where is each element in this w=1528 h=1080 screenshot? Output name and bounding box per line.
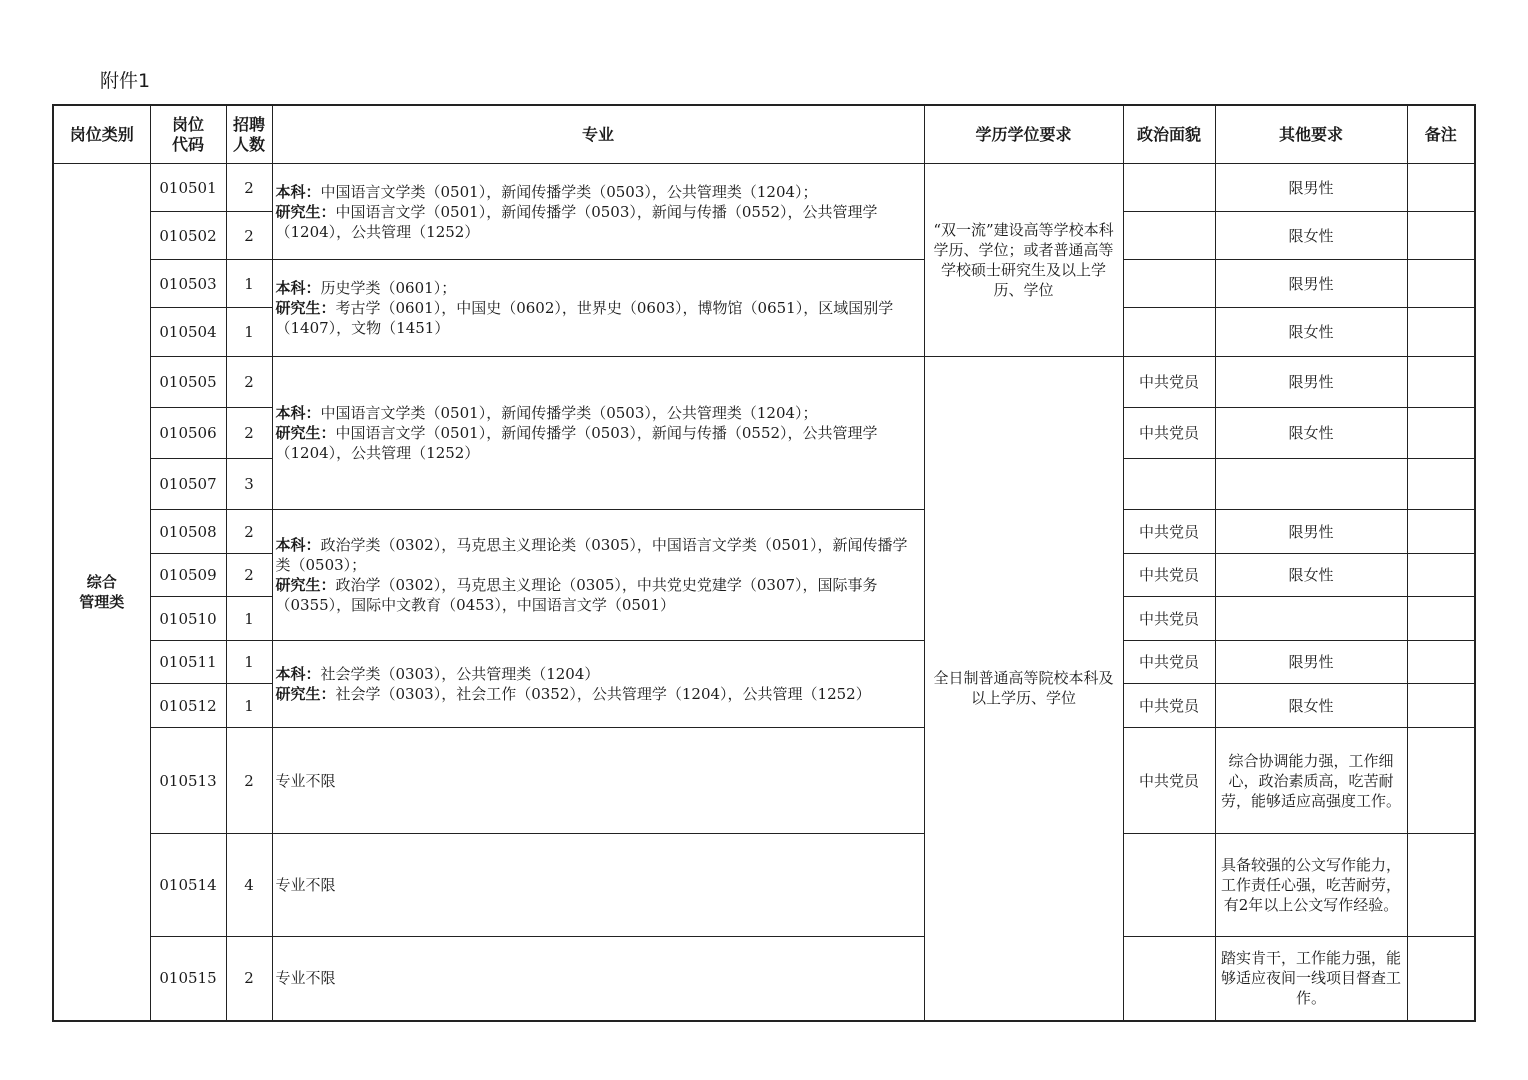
other-requirement-cell: 限女性 bbox=[1215, 684, 1407, 728]
political-cell bbox=[1123, 937, 1215, 1021]
count-cell: 2 bbox=[226, 554, 272, 597]
table-row bbox=[53, 510, 1475, 554]
major-cell: 本科：历史学类（0601）； 研究生：考古学（0601），中国史（0602），世界史（0603），博物馆（0651），区域国别学（1407），文物（1451） bbox=[272, 260, 924, 357]
count-cell: 1 bbox=[226, 684, 272, 728]
count-cell: 2 bbox=[226, 164, 272, 212]
remark-cell bbox=[1407, 728, 1475, 834]
political-cell: 中共党员 bbox=[1123, 357, 1215, 408]
political-cell: 中共党员 bbox=[1123, 728, 1215, 834]
header-political: 政治面貌 bbox=[1123, 105, 1215, 164]
other-requirement-cell: 限男性 bbox=[1215, 357, 1407, 408]
category-cell: 综合 管理类 bbox=[53, 164, 150, 1021]
political-cell bbox=[1123, 308, 1215, 357]
code-cell: 010501 bbox=[150, 164, 226, 212]
code-cell: 010510 bbox=[150, 597, 226, 641]
header-count: 招聘 人数 bbox=[226, 105, 272, 164]
political-cell bbox=[1123, 164, 1215, 212]
code-cell: 010506 bbox=[150, 408, 226, 459]
political-cell bbox=[1123, 834, 1215, 937]
attachment-label: 附件1 bbox=[100, 70, 151, 92]
table-row bbox=[53, 834, 1475, 937]
political-cell bbox=[1123, 459, 1215, 510]
education-cell: 全日制普通高等院校本科及以上学历、学位 bbox=[924, 357, 1123, 1021]
major-cell: 本科：中国语言文学类（0501），新闻传播学类（0503），公共管理类（1204）； 研究生：中国语言文学（0501），新闻传播学（0503），新闻与传播（0552），公共管理学（1204），公共管理（1252） bbox=[272, 164, 924, 260]
other-requirement-cell: 踏实肯干，工作能力强，能够适应夜间一线项目督查工作。 bbox=[1215, 937, 1407, 1021]
remark-cell bbox=[1407, 834, 1475, 937]
count-cell: 2 bbox=[226, 510, 272, 554]
count-cell: 2 bbox=[226, 408, 272, 459]
other-requirement-cell: 限男性 bbox=[1215, 164, 1407, 212]
other-requirement-cell: 限女性 bbox=[1215, 212, 1407, 260]
code-cell: 010515 bbox=[150, 937, 226, 1021]
count-cell: 1 bbox=[226, 260, 272, 308]
table-row bbox=[53, 164, 1475, 212]
remark-cell bbox=[1407, 164, 1475, 212]
code-cell: 010503 bbox=[150, 260, 226, 308]
remark-cell bbox=[1407, 357, 1475, 408]
count-cell: 2 bbox=[226, 937, 272, 1021]
political-cell: 中共党员 bbox=[1123, 510, 1215, 554]
table-row bbox=[53, 260, 1475, 308]
other-requirement-cell: 限女性 bbox=[1215, 554, 1407, 597]
table-row bbox=[53, 641, 1475, 684]
code-cell: 010507 bbox=[150, 459, 226, 510]
header-education: 学历学位要求 bbox=[924, 105, 1123, 164]
political-cell bbox=[1123, 260, 1215, 308]
table-row bbox=[53, 728, 1475, 834]
major-cell: 本科：中国语言文学类（0501），新闻传播学类（0503），公共管理类（1204）； 研究生：中国语言文学（0501），新闻传播学（0503），新闻与传播（0552），公共管理学（1204），公共管理（1252） bbox=[272, 357, 924, 510]
count-cell: 2 bbox=[226, 357, 272, 408]
code-cell: 010513 bbox=[150, 728, 226, 834]
other-requirement-cell: 限男性 bbox=[1215, 510, 1407, 554]
count-cell: 3 bbox=[226, 459, 272, 510]
other-requirement-cell: 综合协调能力强，工作细心，政治素质高，吃苦耐劳，能够适应高强度工作。 bbox=[1215, 728, 1407, 834]
remark-cell bbox=[1407, 212, 1475, 260]
header-remark: 备注 bbox=[1407, 105, 1475, 164]
code-cell: 010511 bbox=[150, 641, 226, 684]
major-cell: 专业不限 bbox=[272, 728, 924, 834]
political-cell: 中共党员 bbox=[1123, 641, 1215, 684]
other-requirement-cell bbox=[1215, 597, 1407, 641]
code-cell: 010504 bbox=[150, 308, 226, 357]
remark-cell bbox=[1407, 260, 1475, 308]
political-cell: 中共党员 bbox=[1123, 684, 1215, 728]
code-cell: 010512 bbox=[150, 684, 226, 728]
code-cell: 010502 bbox=[150, 212, 226, 260]
remark-cell bbox=[1407, 597, 1475, 641]
remark-cell bbox=[1407, 641, 1475, 684]
count-cell: 2 bbox=[226, 212, 272, 260]
remark-cell bbox=[1407, 459, 1475, 510]
other-requirement-cell: 限女性 bbox=[1215, 308, 1407, 357]
code-cell: 010509 bbox=[150, 554, 226, 597]
major-cell: 本科：社会学类（0303），公共管理类（1204） 研究生：社会学（0303），社会工作（0352），公共管理学（1204），公共管理（1252） bbox=[272, 641, 924, 728]
political-cell bbox=[1123, 212, 1215, 260]
table-row bbox=[53, 357, 1475, 408]
count-cell: 1 bbox=[226, 308, 272, 357]
count-cell: 1 bbox=[226, 641, 272, 684]
header-other: 其他要求 bbox=[1215, 105, 1407, 164]
remark-cell bbox=[1407, 684, 1475, 728]
code-cell: 010505 bbox=[150, 357, 226, 408]
remark-cell bbox=[1407, 554, 1475, 597]
political-cell: 中共党员 bbox=[1123, 408, 1215, 459]
major-cell: 专业不限 bbox=[272, 834, 924, 937]
political-cell: 中共党员 bbox=[1123, 597, 1215, 641]
other-requirement-cell: 限男性 bbox=[1215, 641, 1407, 684]
header-code: 岗位 代码 bbox=[150, 105, 226, 164]
remark-cell bbox=[1407, 308, 1475, 357]
header-major: 专业 bbox=[272, 105, 924, 164]
major-cell: 专业不限 bbox=[272, 937, 924, 1021]
code-cell: 010508 bbox=[150, 510, 226, 554]
code-cell: 010514 bbox=[150, 834, 226, 937]
remark-cell bbox=[1407, 510, 1475, 554]
other-requirement-cell: 限女性 bbox=[1215, 408, 1407, 459]
other-requirement-cell: 限男性 bbox=[1215, 260, 1407, 308]
education-cell: “双一流”建设高等学校本科学历、学位；或者普通高等学校硕士研究生及以上学历、学位 bbox=[924, 164, 1123, 357]
count-cell: 1 bbox=[226, 597, 272, 641]
header-category: 岗位类别 bbox=[53, 105, 150, 164]
other-requirement-cell bbox=[1215, 459, 1407, 510]
remark-cell bbox=[1407, 937, 1475, 1021]
major-cell: 本科：政治学类（0302），马克思主义理论类（0305），中国语言文学类（0501），新闻传播学类（0503）； 研究生：政治学（0302），马克思主义理论（0305），中共党史党建学（0307），国际事务（0355），国际中文教育（0453），中国语言文学（0501） bbox=[272, 510, 924, 641]
header-row bbox=[53, 105, 1475, 164]
recruitment-table bbox=[52, 104, 1476, 1022]
count-cell: 2 bbox=[226, 728, 272, 834]
remark-cell bbox=[1407, 408, 1475, 459]
political-cell: 中共党员 bbox=[1123, 554, 1215, 597]
table-row bbox=[53, 937, 1475, 1021]
count-cell: 4 bbox=[226, 834, 272, 937]
other-requirement-cell: 具备较强的公文写作能力，工作责任心强，吃苦耐劳，有2年以上公文写作经验。 bbox=[1215, 834, 1407, 937]
